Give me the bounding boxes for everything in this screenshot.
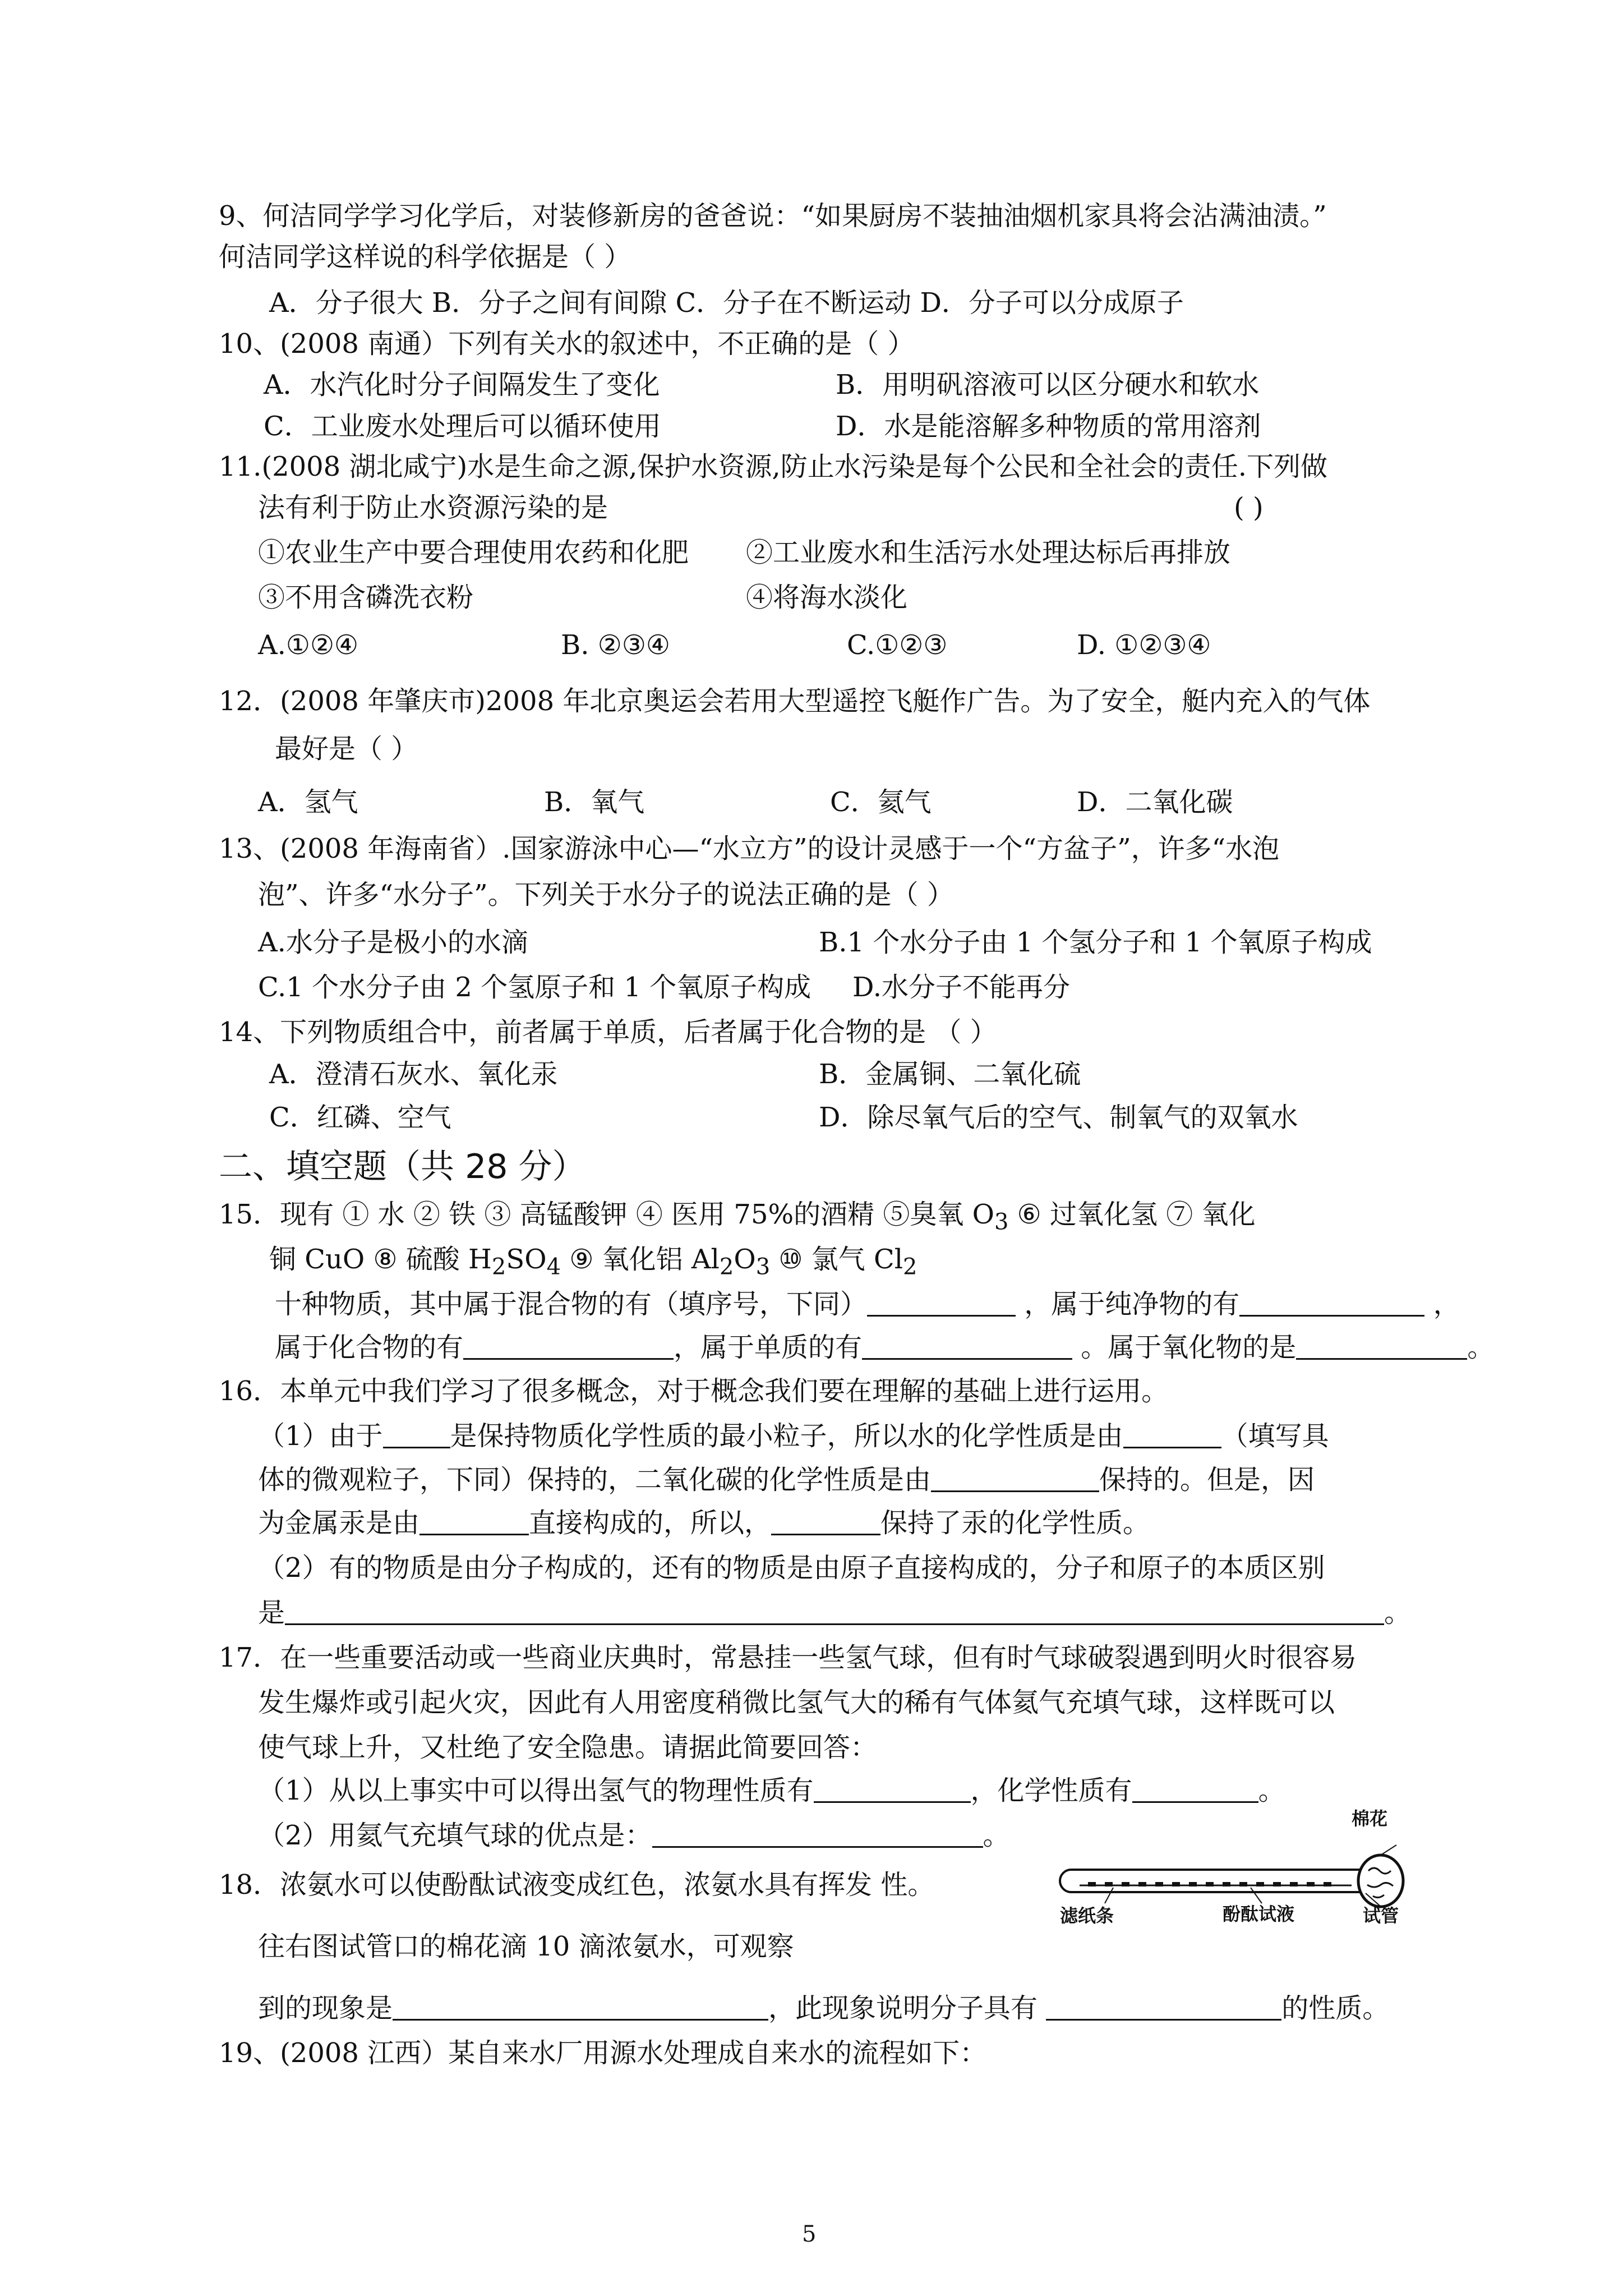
q12-stem-line2: 最好是（ ） (275, 733, 418, 765)
q15-stem-line2 (269, 1243, 917, 1284)
q18-text: ，此现象说明分子具有 (768, 1993, 1038, 2024)
q13-option-b: B.1 个水分子由 1 个氢分子和 1 个氧原子构成 (819, 927, 1372, 958)
q17-blank-physical[interactable] (814, 1777, 971, 1803)
q9-options: A．分子很大 B．分子之间有间隙 C．分子在不断运动 D．分子可以分成原子 (269, 287, 1184, 319)
q11-item-4: ④将海水淡化 (746, 582, 908, 613)
q15-text: SO (506, 1244, 547, 1275)
q12-option-b: B．氧气 (544, 786, 645, 818)
q9-stem-line1: 9、何洁同学学习化学后，对装修新房的爸爸说：“如果厨房不装抽油烟机家具将会沾满油渍。” (219, 200, 1327, 232)
q16-stem-line1: 16．本单元中我们学习了很多概念，对于概念我们要在理解的基础上进行运用。 (219, 1375, 1169, 1407)
q16-text: 保持了汞的化学性质。 (880, 1507, 1150, 1539)
q15-text: 。 (1467, 1332, 1495, 1363)
q13-option-a: A.水分子是极小的水滴 (258, 927, 528, 958)
q19-stem: 19、(2008 江西）某自来水厂用源水处理成自来水的流程如下： (219, 2037, 987, 2069)
section-title-fill-in: 二、填空题（共 28 分） (219, 1147, 586, 1186)
q11-item-3: ③不用含磷洗衣粉 (258, 582, 474, 613)
q15-subscript: 2 (491, 1254, 506, 1280)
q16-text: （1）由于 (258, 1420, 383, 1452)
q9-stem-line2: 何洁同学这样说的科学依据是（ ） (219, 241, 631, 273)
q10-option-b: B．用明矾溶液可以区分硬水和软水 (836, 369, 1260, 401)
q11-stem-line2: 法有利于防止水资源污染的是 (258, 492, 608, 523)
q18-blank-phenomenon[interactable] (393, 1994, 768, 2021)
q16-blank-3[interactable] (931, 1466, 1099, 1492)
q11-option-a: A.①②④ (258, 629, 359, 661)
q15-text: 十种物质，其中属于混合物的有（填序号，下同） (275, 1289, 868, 1320)
q15-blank-pure[interactable] (1239, 1290, 1424, 1317)
q16-blank-4[interactable] (419, 1509, 529, 1535)
q15-blank-oxide[interactable] (1296, 1333, 1467, 1360)
q11-answer-paren: ( ) (1234, 492, 1264, 523)
q17-line4 (258, 1774, 1285, 1807)
q11-stem-line1: 11.(2008 湖北咸宁)水是生命之源,保护水资源,防止水污染是每个公民和全社会的责任.下列做 (219, 451, 1327, 482)
q11-option-d: D. ①②③④ (1077, 629, 1211, 661)
q10-option-d: D．水是能溶解多种物质的常用溶剂 (836, 411, 1261, 442)
q17-text: （1）从以上事实中可以得出氢气的物理性质有 (258, 1775, 814, 1806)
q15-text: ⑩ 氯气 Cl (770, 1244, 903, 1275)
q13-option-c: C.1 个水分子由 2 个氢原子和 1 个氧原子构成 (258, 972, 811, 1003)
q15-text: ⑥ 过氧化氢 ⑦ 氧化 (1008, 1199, 1256, 1230)
q13-stem-line2: 泡”、许多“水分子”。下列关于水分子的说法正确的是（ ） (258, 879, 954, 910)
q17-text: 。 (983, 1820, 1010, 1851)
q15-text: 属于化合物的有 (275, 1332, 464, 1363)
q18-text: 的性质。 (1281, 1993, 1390, 2024)
q16-text: 是 (258, 1597, 285, 1628)
q15-text: ， (1433, 1289, 1460, 1320)
q16-text: 直接构成的，所以， (529, 1507, 772, 1539)
q15-blank-mixture[interactable] (867, 1290, 1016, 1317)
q15-stem-line1 (219, 1198, 1256, 1239)
q10-stem: 10、(2008 南通）下列有关水的叙述中，不正确的是（ ） (219, 328, 915, 360)
q15-blank-element[interactable] (862, 1333, 1072, 1360)
q10-option-c: C．工业废水处理后可以循环使用 (264, 411, 661, 442)
q13-stem-line1: 13、(2008 年海南省）.国家游泳中心—“水立方”的设计灵感于一个“方盆子”，许多“水泡 (219, 833, 1280, 864)
label-cotton: 棉花 (1352, 1808, 1388, 1829)
q17-stem-line1: 17．在一些重要活动或一些商业庆典时，常悬挂一些氢气球，但有时气球破裂遇到明火时很容易 (219, 1642, 1357, 1673)
q16-blank-5[interactable] (771, 1509, 880, 1535)
q16-line5: （2）有的物质是由分子构成的，还有的物质是由原子直接构成的，分子和原子的本质区别 (258, 1552, 1325, 1584)
q15-subscript: 3 (994, 1209, 1009, 1235)
q16-line2 (258, 1419, 1329, 1453)
q12-stem-line1: 12．(2008 年肇庆市)2008 年北京奥运会若用大型遥控飞艇作广告。为了安全，艇内充入的气体 (219, 685, 1371, 717)
q18-line3 (258, 1991, 1389, 2025)
label-test-tube: 试管 (1363, 1905, 1399, 1926)
q17-line5 (258, 1819, 1010, 1852)
q15-text: 铜 CuO ⑧ 硫酸 H (269, 1244, 492, 1275)
q16-line3 (258, 1463, 1315, 1497)
q17-blank-advantage[interactable] (652, 1821, 983, 1848)
q17-text: ，化学性质有 (970, 1775, 1132, 1806)
q14-option-c: C．红磷、空气 (269, 1102, 451, 1133)
q16-line4 (258, 1506, 1150, 1540)
q15-subscript: 2 (903, 1254, 917, 1280)
q16-text: 保持的。但是，因 (1099, 1464, 1315, 1496)
q16-line6 (258, 1596, 1411, 1630)
q16-text: 。 (1384, 1597, 1412, 1628)
q16-blank-1[interactable] (383, 1422, 450, 1448)
q12-option-d: D．二氧化碳 (1077, 786, 1233, 818)
q18-stem-line1: 18．浓氨水可以使酚酞试液变成红色，浓氨水具有挥发 性。 (219, 1869, 935, 1901)
q15-subscript: 2 (719, 1254, 734, 1280)
q16-text: （填写具 (1221, 1420, 1329, 1452)
label-filter-paper: 滤纸条 (1060, 1905, 1114, 1926)
q18-stem-line2: 往右图试管口的棉花滴 10 滴浓氨水，可观察 (258, 1931, 794, 1962)
q14-option-a: A．澄清石灰水、氧化汞 (269, 1059, 558, 1090)
q10-option-a: A．水汽化时分子间隔发生了变化 (264, 369, 660, 401)
q11-item-2: ②工业废水和生活污水处理达标后再排放 (746, 537, 1231, 568)
q15-line4 (275, 1331, 1494, 1364)
q14-option-b: B．金属铜、二氧化硫 (819, 1059, 1081, 1090)
q16-text: 体的微观粒子，下同）保持的，二氧化碳的化学性质是由 (258, 1464, 932, 1496)
q13-option-d: D.水分子不能再分 (852, 972, 1071, 1003)
q17-text: 。 (1258, 1775, 1285, 1806)
q15-text: 15．现有 ① 水 ② 铁 ③ 高锰酸钾 ④ 医用 75%的酒精 ⑤臭氧 O (219, 1199, 994, 1230)
q11-item-1: ①农业生产中要合理使用农药和化肥 (258, 537, 689, 568)
q18-blank-property[interactable] (1046, 1994, 1281, 2021)
q16-text: 为金属汞是由 (258, 1507, 420, 1539)
q12-option-c: C．氦气 (830, 786, 932, 818)
q17-stem-line3: 使气球上升，又杜绝了安全隐患。请据此简要回答： (258, 1732, 878, 1763)
q14-option-d: D．除尽氧气后的空气、制氧气的双氧水 (819, 1102, 1298, 1133)
q16-blank-6[interactable] (285, 1599, 1384, 1625)
label-phenolphthalein: 酚酞试液 (1223, 1903, 1295, 1925)
test-tube-figure (1038, 1808, 1441, 1926)
q17-blank-chemical[interactable] (1132, 1777, 1258, 1803)
q16-text: 是保持物质化学性质的最小粒子，所以水的化学性质是由 (450, 1420, 1123, 1452)
q15-text: ⑨ 氧化铝 Al (561, 1244, 720, 1275)
q15-line3 (275, 1287, 1460, 1321)
q18-text: 到的现象是 (258, 1993, 393, 2024)
q15-text: O (734, 1244, 756, 1275)
page-number: 5 (802, 2221, 817, 2247)
q15-text: 。属于氧化物的是 (1081, 1332, 1297, 1363)
q16-blank-2[interactable] (1123, 1422, 1221, 1448)
q12-option-a: A．氢气 (258, 786, 358, 818)
q15-subscript: 3 (755, 1254, 771, 1280)
q11-option-b: B. ②③④ (561, 629, 670, 661)
q15-text: ，属于纯净物的有 (1024, 1289, 1240, 1320)
q17-text: （2）用氦气充填气球的优点是： (258, 1820, 652, 1851)
q11-option-c: C.①②③ (847, 629, 948, 661)
q15-blank-compound[interactable] (463, 1333, 674, 1360)
q14-stem: 14、下列物质组合中，前者属于单质，后者属于化合物的是 （ ） (219, 1016, 997, 1048)
q17-stem-line2: 发生爆炸或引起火灾，因此有人用密度稍微比氢气大的稀有气体氦气充填气球，这样既可以 (258, 1687, 1335, 1718)
q15-text: ，属于单质的有 (674, 1332, 863, 1363)
q15-subscript: 4 (546, 1254, 561, 1280)
